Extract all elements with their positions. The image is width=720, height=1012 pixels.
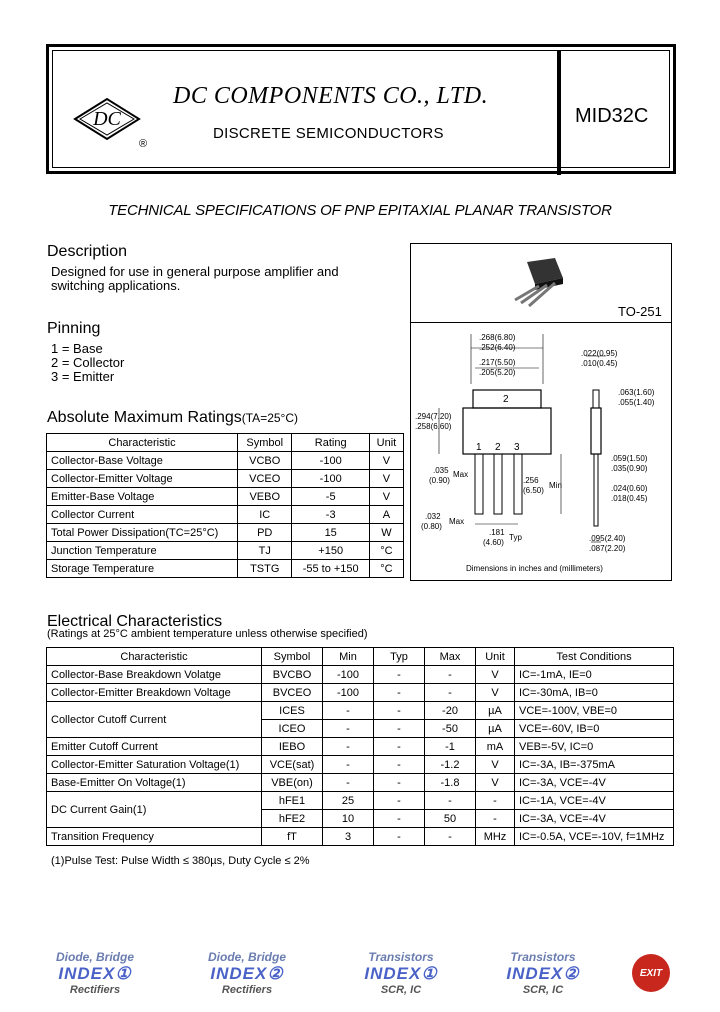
ec-col-typ: Typ	[374, 648, 425, 666]
ec-cell-typ: -	[374, 720, 425, 738]
amr-cell-symbol: VCBO	[238, 452, 292, 470]
ec-cell-test: IC=-0.5A, VCE=-10V, f=1MHz	[515, 828, 674, 846]
ec-cell-test: IC=-1mA, IE=0	[515, 666, 674, 684]
ec-row	[47, 792, 674, 810]
ec-cell-symbol: hFE2	[262, 810, 323, 828]
dim-typ: Typ	[509, 533, 522, 542]
exit-label: EXIT	[639, 967, 663, 979]
footer-link-top: Diode, Bridge	[55, 950, 134, 964]
amr-cell-symbol: VCEO	[238, 470, 292, 488]
ec-cell-unit: -	[476, 810, 515, 828]
amr-cell-characteristic: Emitter-Base Voltage	[47, 488, 238, 506]
ec-row	[47, 828, 674, 846]
ec-cell-typ: -	[374, 810, 425, 828]
amr-heading: Absolute Maximum Ratings	[47, 409, 242, 426]
ec-cell-min: 3	[323, 828, 374, 846]
footer-link-transistor-index-2[interactable]	[488, 950, 598, 996]
tab-label: 2	[503, 394, 509, 405]
ec-cell-max: -	[425, 792, 476, 810]
ec-col-min: Min	[323, 648, 374, 666]
pin-item: 3 = Emitter	[51, 369, 115, 384]
dim-w2: .217(5.50)	[479, 358, 516, 367]
ec-cell-test: VCE=-100V, VBE=0	[515, 702, 674, 720]
footer-link-top: Transistors	[510, 950, 576, 964]
amr-cell-characteristic: Total Power Dissipation(TC=25°C)	[47, 524, 238, 542]
footer-link-main: INDEX①	[58, 964, 132, 983]
ec-cell-min: -	[323, 702, 374, 720]
amr-cell-unit: V	[369, 452, 403, 470]
ec-cell-typ: -	[374, 774, 425, 792]
amr-cell-rating: -55 to +150	[292, 560, 369, 578]
amr-cell-symbol: TSTG	[238, 560, 292, 578]
dim-max: Max	[453, 470, 469, 479]
ec-cell-max: -1.8	[425, 774, 476, 792]
ec-cell-min: -100	[323, 666, 374, 684]
ec-row	[47, 738, 674, 756]
amr-cell-unit: V	[369, 470, 403, 488]
ec-cell-typ: -	[374, 666, 425, 684]
dim-t1: .022(0.95)	[581, 349, 618, 358]
ec-col-characteristic: Characteristic	[47, 648, 262, 666]
ec-cell-typ: -	[374, 702, 425, 720]
package-note: Dimensions in inches and (millimeters)	[466, 564, 603, 573]
amr-col-rating: Rating	[292, 434, 369, 452]
footer-link-diode-index-1[interactable]	[40, 950, 150, 996]
ec-cell-unit: µA	[476, 720, 515, 738]
ec-cell-min: -	[323, 720, 374, 738]
exit-button[interactable]	[632, 954, 670, 992]
dim-w3: .024(0.60)	[611, 484, 648, 493]
pinning-heading: Pinning	[47, 320, 101, 337]
ec-cell-characteristic: Transition Frequency	[47, 828, 262, 846]
ec-cell-max: -1.2	[425, 756, 476, 774]
ec-col-symbol: Symbol	[262, 648, 323, 666]
footer-link-main: INDEX②	[210, 964, 284, 983]
amr-cell-characteristic: Junction Temperature	[47, 542, 238, 560]
dim-h1: .294(7.20)	[415, 412, 452, 421]
ec-cell-min: 10	[323, 810, 374, 828]
dim-w1b: .252(6.40)	[479, 343, 516, 352]
ec-cell-characteristic: Collector Cutoff Current	[47, 702, 262, 738]
header-inner-border	[52, 50, 670, 168]
ec-cell-min: -	[323, 774, 374, 792]
amr-cell-symbol: VEBO	[238, 488, 292, 506]
amr-cell-rating: -100	[292, 452, 369, 470]
ec-cell-symbol: BVCEO	[262, 684, 323, 702]
pin-label-3: 3	[514, 442, 520, 453]
amr-cell-rating: -3	[292, 506, 369, 524]
package-illustration	[507, 254, 577, 308]
ec-row	[47, 684, 674, 702]
dim-max2: Max	[449, 517, 465, 526]
footer-link-bottom: SCR, IC	[522, 984, 564, 996]
amr-cell-rating: 15	[292, 524, 369, 542]
ec-cell-test: IC=-1A, VCE=-4V	[515, 792, 674, 810]
amr-cell-symbol: PD	[238, 524, 292, 542]
footer-link-bottom: Rectifiers	[69, 984, 121, 996]
pin-label-2: 2	[495, 442, 501, 453]
amr-cell-rating: +150	[292, 542, 369, 560]
ec-table	[46, 647, 674, 846]
pin-label-1: 1	[476, 442, 482, 453]
amr-cell-unit: °C	[369, 560, 403, 578]
ec-cell-min: 25	[323, 792, 374, 810]
ec-cell-max: -	[425, 666, 476, 684]
registered-mark: ®	[138, 138, 148, 150]
footer-link-transistor-index-1[interactable]	[346, 950, 456, 996]
ec-cell-characteristic: DC Current Gain(1)	[47, 792, 262, 828]
ec-cell-symbol: BVCBO	[262, 666, 323, 684]
amr-cell-characteristic: Collector Current	[47, 506, 238, 524]
ec-cell-typ: -	[374, 792, 425, 810]
ec-cell-typ: -	[374, 756, 425, 774]
document-title: TECHNICAL SPECIFICATIONS OF PNP EPITAXIAL PLANAR TRANSISTOR	[108, 202, 612, 219]
amr-cell-characteristic: Storage Temperature	[47, 560, 238, 578]
dim-t2b: .055(1.40)	[618, 398, 655, 407]
dim-p1: .035	[433, 466, 449, 475]
ec-cell-typ: -	[374, 684, 425, 702]
ec-row	[47, 666, 674, 684]
company-logo	[71, 93, 151, 158]
ec-cell-characteristic: Collector-Emitter Saturation Voltage(1)	[47, 756, 262, 774]
description-line: Designed for use in general purpose amplifier and	[51, 264, 339, 279]
dim-min: Min	[549, 481, 562, 490]
ec-cell-unit: V	[476, 756, 515, 774]
package-drawing	[411, 324, 671, 580]
ec-cell-test: IC=-3A, VCE=-4V	[515, 810, 674, 828]
ec-cell-characteristic: Collector-Base Breakdown Volatge	[47, 666, 262, 684]
amr-cell-characteristic: Collector-Base Voltage	[47, 452, 238, 470]
ec-cell-max: -	[425, 828, 476, 846]
dim-pitchb: (4.60)	[483, 538, 504, 547]
amr-row	[47, 506, 404, 524]
description-text	[51, 265, 339, 293]
amr-cell-characteristic: Collector-Emitter Voltage	[47, 470, 238, 488]
ec-cell-characteristic: Collector-Emitter Breakdown Voltage	[47, 684, 262, 702]
ec-cell-max: -	[425, 684, 476, 702]
dim-h1b: .258(6.60)	[415, 422, 452, 431]
ec-cell-max: -1	[425, 738, 476, 756]
ec-cell-max: 50	[425, 810, 476, 828]
amr-row	[47, 524, 404, 542]
ec-cell-characteristic: Base-Emitter On Voltage(1)	[47, 774, 262, 792]
footer-logos	[40, 950, 680, 1000]
ec-cell-symbol: IEBO	[262, 738, 323, 756]
ec-cell-unit: µA	[476, 702, 515, 720]
header-divider	[557, 51, 561, 175]
pulse-test-note: (1)Pulse Test: Pulse Width ≤ 380µs, Duty Cycle ≤ 2%	[51, 855, 310, 867]
ec-row	[47, 774, 674, 792]
amr-row	[47, 560, 404, 578]
footer-link-diode-index-2[interactable]	[192, 950, 302, 996]
ec-cell-symbol: ICEO	[262, 720, 323, 738]
ec-cell-unit: MHz	[476, 828, 515, 846]
description-heading: Description	[47, 243, 128, 260]
dim-t1b: .010(0.45)	[581, 359, 618, 368]
ec-cell-symbol: ICES	[262, 702, 323, 720]
ec-row	[47, 702, 674, 720]
part-number: MID32C	[575, 105, 649, 127]
footer-link-bottom: Rectifiers	[221, 984, 273, 996]
dim-p2: .032	[425, 512, 441, 521]
ec-cell-symbol: hFE1	[262, 792, 323, 810]
ec-condition: (Ratings at 25°C ambient temperature unless otherwise specified)	[47, 628, 368, 640]
amr-col-symbol: Symbol	[238, 434, 292, 452]
ec-cell-test: VEB=-5V, IC=0	[515, 738, 674, 756]
dim-w1: .268(6.80)	[479, 333, 516, 342]
ec-cell-unit: V	[476, 666, 515, 684]
dim-len: .256	[523, 476, 539, 485]
dim-l1b: .035(0.90)	[611, 464, 648, 473]
ec-cell-unit: V	[476, 684, 515, 702]
amr-cell-unit: W	[369, 524, 403, 542]
ec-cell-symbol: fT	[262, 828, 323, 846]
dim-p2b: (0.80)	[421, 522, 442, 531]
pin-item: 1 = Base	[51, 341, 103, 356]
amr-heading-row	[47, 409, 298, 427]
pin-item: 2 = Collector	[51, 355, 125, 370]
ec-cell-test: VCE=-60V, IB=0	[515, 720, 674, 738]
ec-col-max: Max	[425, 648, 476, 666]
dim-side: .095(2.40)	[589, 534, 626, 543]
amr-cell-unit: V	[369, 488, 403, 506]
amr-table	[46, 433, 404, 578]
ec-cell-characteristic: Emitter Cutoff Current	[47, 738, 262, 756]
footer-link-main: INDEX②	[506, 964, 580, 983]
dim-pitch: .181	[489, 528, 505, 537]
footer-link-bottom: SCR, IC	[380, 984, 422, 996]
ec-cell-symbol: VCE(sat)	[262, 756, 323, 774]
ec-col-test: Test Conditions	[515, 648, 674, 666]
dim-w2b: .205(5.20)	[479, 368, 516, 377]
amr-cell-symbol: IC	[238, 506, 292, 524]
dim-t2: .063(1.60)	[618, 388, 655, 397]
ec-cell-symbol: VBE(on)	[262, 774, 323, 792]
ec-cell-max: -20	[425, 702, 476, 720]
dim-sideb: .087(2.20)	[589, 544, 626, 553]
ec-cell-test: IC=-3A, VCE=-4V	[515, 774, 674, 792]
ec-cell-min: -	[323, 738, 374, 756]
package-box	[410, 243, 672, 581]
ec-header-row	[47, 648, 674, 666]
ec-col-unit: Unit	[476, 648, 515, 666]
logo-letters: DC	[93, 108, 121, 130]
amr-cell-symbol: TJ	[238, 542, 292, 560]
amr-cell-unit: °C	[369, 542, 403, 560]
footer-link-top: Diode, Bridge	[207, 950, 286, 964]
dim-lenb: (6.50)	[523, 486, 544, 495]
dim-w3b: .018(0.45)	[611, 494, 648, 503]
package-name: TO-251	[618, 304, 662, 319]
amr-row	[47, 470, 404, 488]
footer-link-main: INDEX①	[364, 964, 438, 983]
ec-row	[47, 756, 674, 774]
amr-condition: (TA=25°C)	[241, 411, 299, 425]
ec-cell-unit: V	[476, 774, 515, 792]
header-box	[46, 44, 676, 174]
ec-cell-test: IC=-30mA, IB=0	[515, 684, 674, 702]
amr-row	[47, 452, 404, 470]
ec-cell-unit: mA	[476, 738, 515, 756]
amr-col-characteristic: Characteristic	[47, 434, 238, 452]
description-line: switching applications.	[51, 278, 181, 293]
package-separator	[411, 322, 671, 323]
amr-col-unit: Unit	[369, 434, 403, 452]
amr-row	[47, 488, 404, 506]
pinning-list	[51, 342, 124, 384]
ec-cell-max: -50	[425, 720, 476, 738]
ec-cell-min: -100	[323, 684, 374, 702]
ec-cell-typ: -	[374, 738, 425, 756]
amr-row	[47, 542, 404, 560]
company-subtitle: DISCRETE SEMICONDUCTORS	[213, 125, 444, 142]
ec-cell-test: IC=-3A, IB=-375mA	[515, 756, 674, 774]
ec-heading: Electrical Characteristics	[47, 613, 223, 630]
ec-cell-min: -	[323, 756, 374, 774]
company-name: DC COMPONENTS CO., LTD.	[173, 83, 489, 109]
amr-cell-rating: -5	[292, 488, 369, 506]
amr-cell-rating: -100	[292, 470, 369, 488]
footer-link-top: Transistors	[368, 950, 434, 964]
amr-header-row	[47, 434, 404, 452]
dim-l1: .059(1.50)	[611, 454, 648, 463]
ec-cell-unit: -	[476, 792, 515, 810]
dim-p1b: (0.90)	[429, 476, 450, 485]
amr-cell-unit: A	[369, 506, 403, 524]
ec-cell-typ: -	[374, 828, 425, 846]
